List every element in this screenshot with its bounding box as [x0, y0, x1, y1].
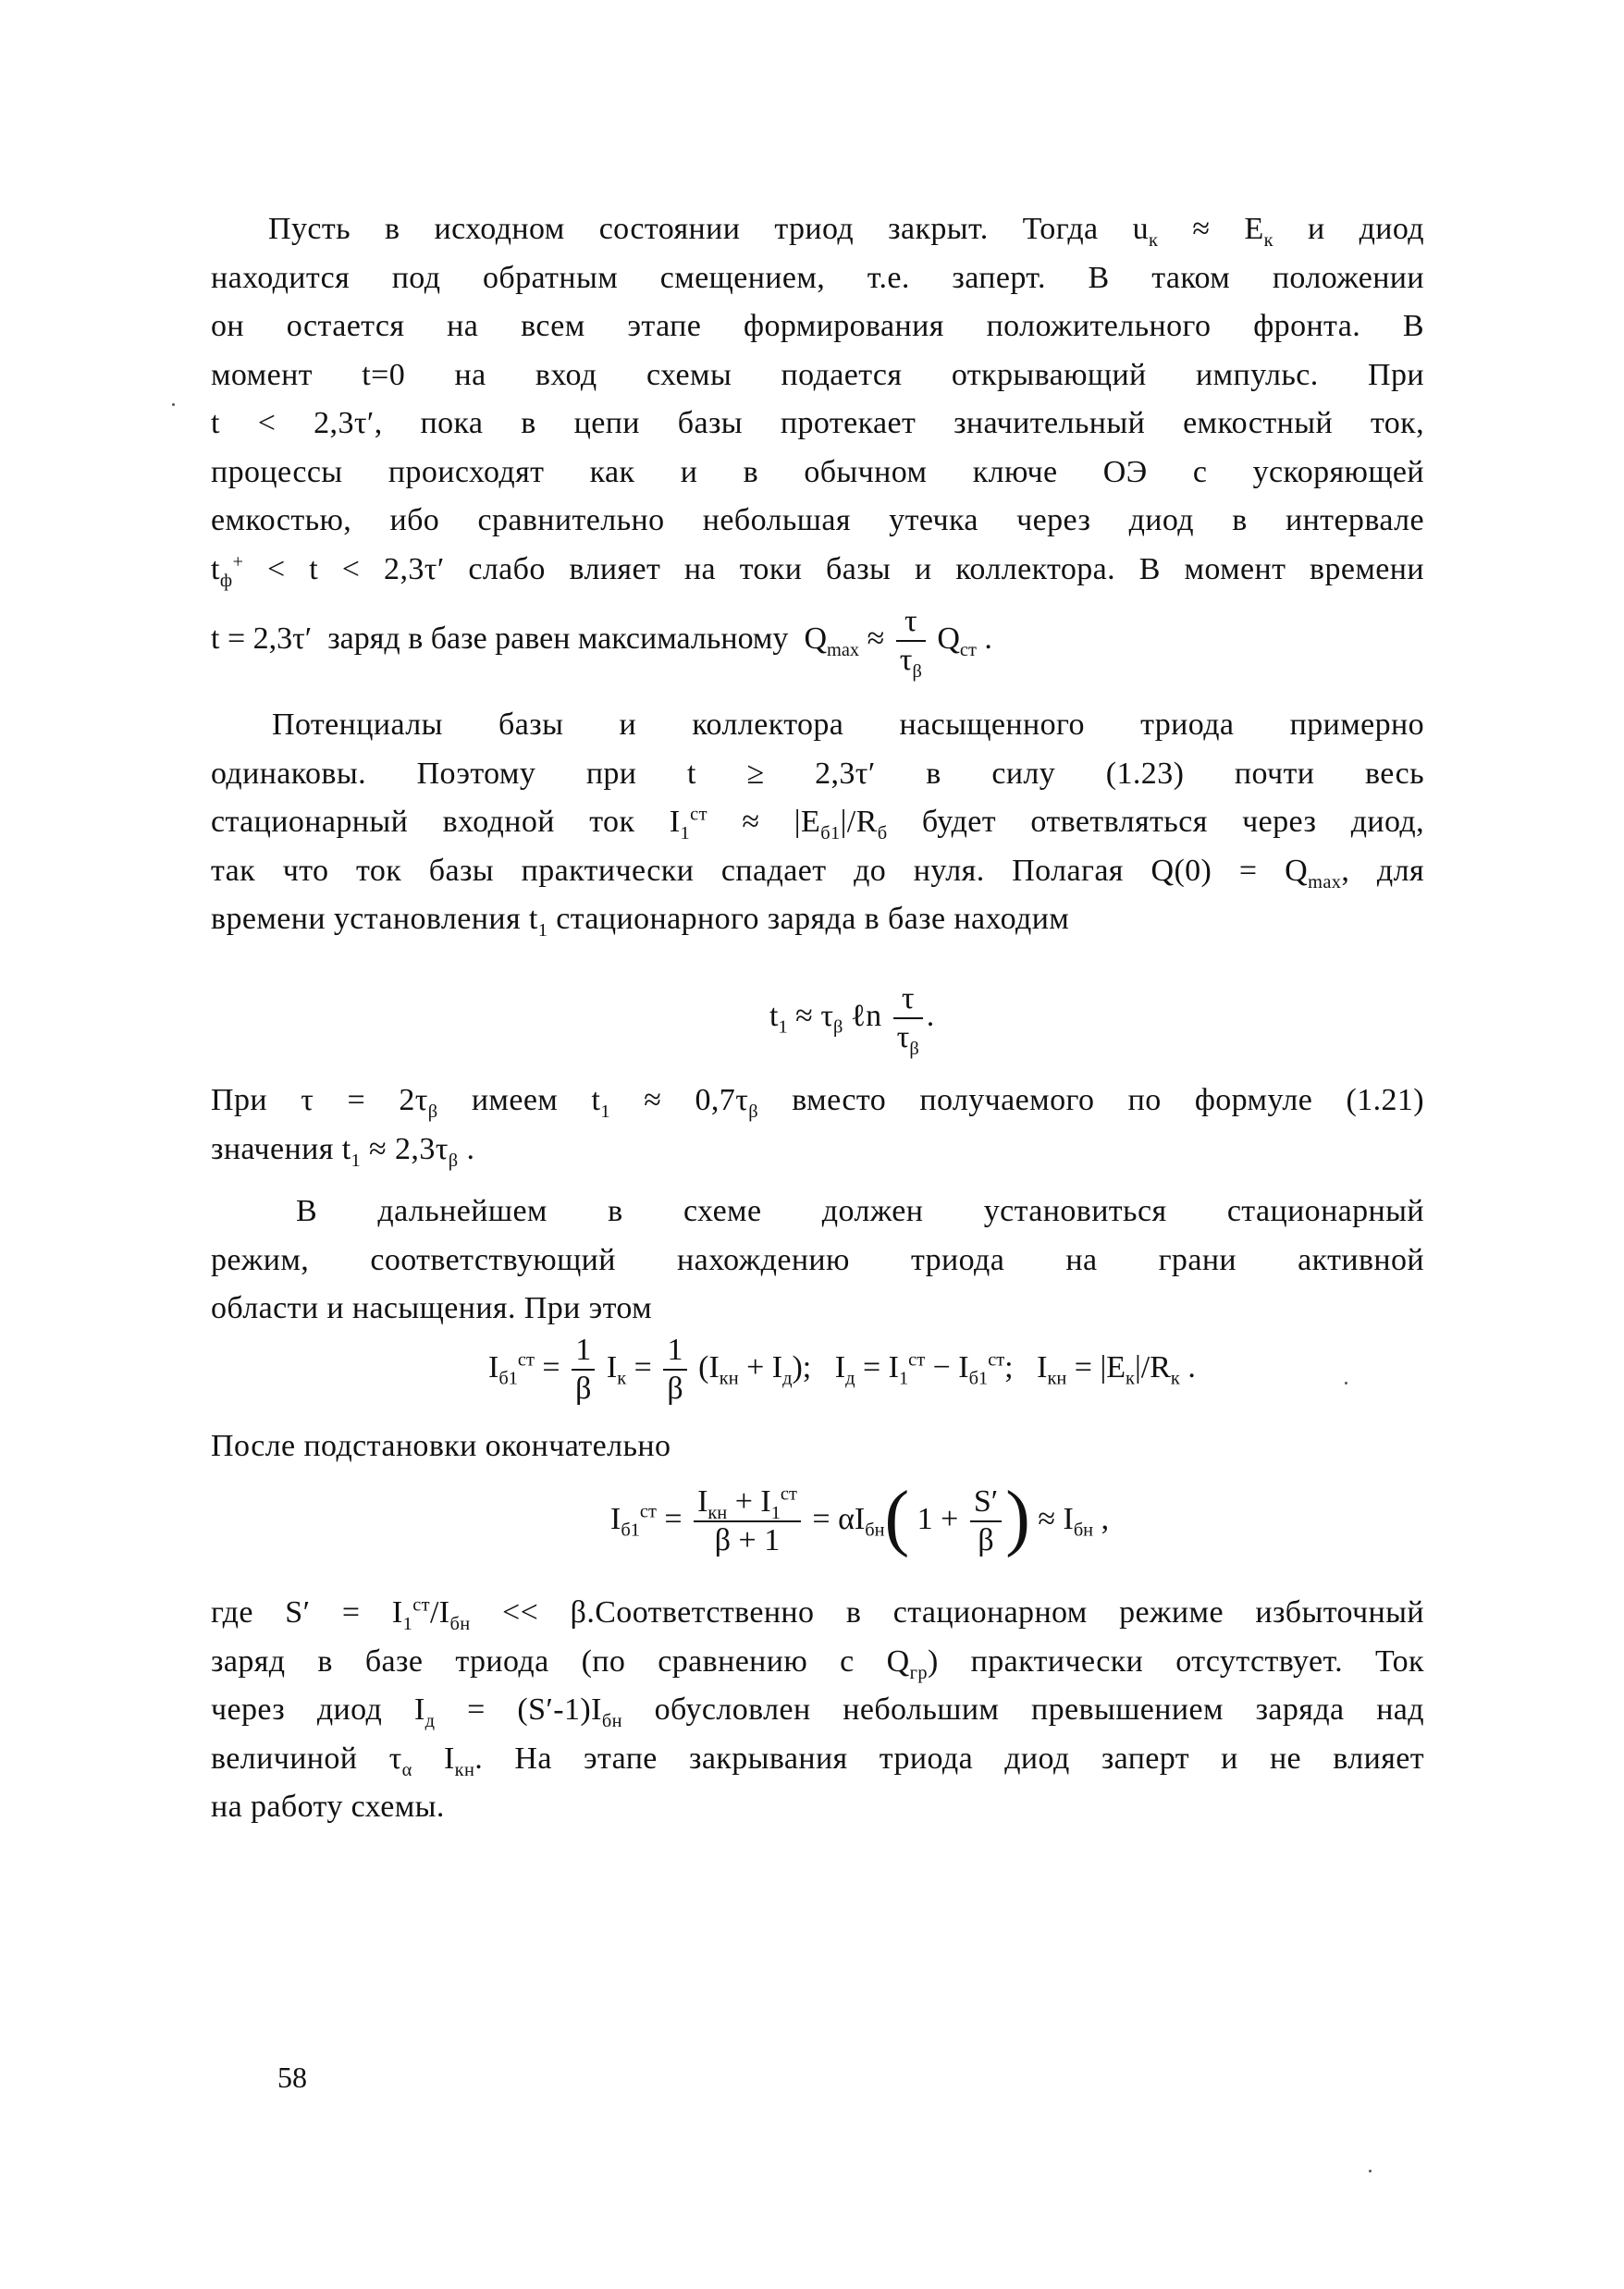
- inline-formula: t ≥ 2,3τ′: [687, 756, 876, 791]
- inline-formula: $\tau = 2\tau_\beta$: [301, 1083, 438, 1122]
- text: При: [211, 1083, 267, 1117]
- text: времени установления: [211, 902, 521, 936]
- text: Соответственно в стационарном режиме избыточный: [595, 1595, 1424, 1630]
- text: обусловлен небольшим превышением заряда над: [654, 1692, 1425, 1727]
- text: процессы происходят как и в обычном ключе ОЭ с ускоряющей: [211, 454, 1424, 489]
- text: стационарный входной ток: [211, 805, 635, 839]
- text: где: [211, 1595, 253, 1630]
- inline-formula: $t_1 \approx 0,7\tau_\beta$: [591, 1083, 759, 1122]
- text: Потенциалы базы и коллектора насыщенного триода примерно: [272, 708, 1424, 742]
- paragraph-6: [211, 1589, 1424, 1832]
- text: и диод: [1307, 212, 1425, 246]
- paragraph-3: [211, 1077, 1424, 1174]
- inline-formula: $t_1 \approx 2,3\tau_\beta$ .: [341, 1131, 475, 1171]
- formula-t1-ln: $t_1 \approx \tau_\beta$ ℓn $\frac{\tau}{\tau_\beta}$ .: [769, 981, 935, 1059]
- text: будет ответвляться через диод,: [921, 805, 1425, 839]
- text: емкостью, ибо сравнительно небольшая утечка через диод в интервале: [211, 503, 1424, 537]
- inline-formula: $S' = I_1^{ст}/I_{бн} << \beta$.: [285, 1594, 596, 1634]
- inline-formula: $I_1^{ст} \approx |E_{б1}|/R_б$: [669, 804, 888, 843]
- text: Пусть в исходном состоянии триод закрыт. Тогда: [268, 212, 1099, 246]
- inline-formula: $Q_{гр}$: [886, 1643, 928, 1683]
- text: на работу схемы.: [211, 1790, 445, 1824]
- text: После подстановки окончательно: [211, 1429, 671, 1463]
- inline-formula: $Q(0) = Q_{max}$: [1150, 853, 1342, 892]
- inline-formula: $t_1$: [528, 902, 548, 941]
- formula-ib1: $I_{б1}^{ст}$ = $\frac{1}{\beta}$ $I_к$ = $\frac{1}{\beta}$ $(I_{кн} + I_д)$; $I_д = I_1^{ст} - I_{б1}^{ст}$; $I_{кн} = |E_к|/R_к$ .: [488, 1333, 1196, 1406]
- text: так что ток базы практически спадает до нуля. Полагая: [211, 853, 1124, 888]
- text: вместо получаемого по формуле (1.21): [792, 1083, 1425, 1117]
- text: он остается на всем этапе формирования положительного фронта. В: [211, 309, 1424, 343]
- text: режим, соответствующий нахождению триода на грани активной: [211, 1242, 1424, 1277]
- formula-qmax-line: t = 2,3τ′ заряд в базе равен максимальному $Q_{max}$ ≈ $\frac{\tau}{\tau_\beta}$ $Q_{ст}$ .: [211, 604, 992, 682]
- text: через диод: [211, 1692, 383, 1727]
- paragraph-1: [211, 205, 1424, 594]
- text: заряд в базе равен максимальному: [327, 621, 789, 656]
- text: слабо влияет на токи базы и коллектора. В момент времени: [468, 551, 1424, 586]
- formula-ib1-final: $I_{б1}^{ст}$ = $\frac{I_{кн} + I_1^{ст}}{\beta + 1}$ = $\alpha I_{бн}$( 1 + $\frac{S'}{\beta}$ ) ≈ $I_{бн}$ ,: [610, 1477, 1110, 1558]
- text: момент t=0 на вход схемы подается открывающий импульс. При: [211, 357, 1424, 392]
- inline-formula: $u_к \approx E_к$: [1132, 212, 1273, 251]
- paragraph-5: [211, 1422, 1424, 1471]
- text: в силу (1.23) почти весь: [926, 756, 1424, 791]
- inline-formula: $I_д = (S'-1)I_{бн}$: [413, 1692, 622, 1731]
- text: заряд в базе триода (по сравнению с: [211, 1643, 855, 1679]
- text: значения: [211, 1131, 334, 1166]
- inline-formula: t < 2,3τ′: [211, 406, 375, 440]
- text: имеем: [471, 1083, 559, 1117]
- text: области и насыщения. При этом: [211, 1291, 653, 1325]
- scan-speck: [1369, 2170, 1372, 2172]
- scan-speck: [1345, 1382, 1347, 1384]
- paragraph-4: [211, 1188, 1424, 1334]
- text: стационарного заряда в базе находим: [556, 902, 1070, 936]
- text: В дальнейшем в схеме должен установиться стационарный: [296, 1194, 1424, 1228]
- text: величиной: [211, 1741, 358, 1776]
- text: , для: [1341, 853, 1424, 888]
- text: , пока в цепи базы протекает значительный емкостный ток,: [374, 406, 1424, 440]
- paragraph-2: [211, 701, 1424, 944]
- inline-formula: $\tau_\alpha$ $I_{кн}$: [388, 1741, 475, 1780]
- text: одинаковы. Поэтому при: [211, 756, 637, 791]
- text: ) практически отсутствует. Ток: [927, 1643, 1424, 1679]
- scan-speck: [172, 403, 175, 406]
- page-number: 58: [277, 2061, 307, 2094]
- inline-formula: $t_ф^+ < t < 2,3\tau'$: [211, 551, 445, 591]
- text: находится под обратным смещением, т.е. заперт. В таком положении: [211, 260, 1424, 295]
- text: . На этапе закрывания триода диод заперт и не влияет: [474, 1741, 1424, 1776]
